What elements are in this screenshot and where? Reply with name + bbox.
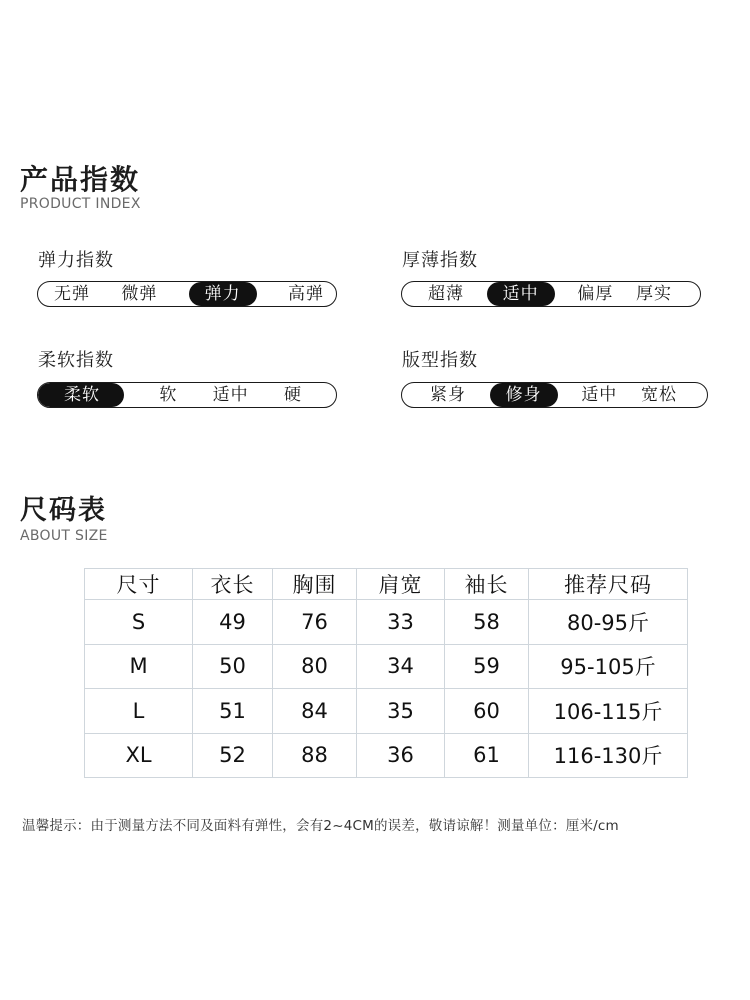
length-cell: 50 [193, 644, 273, 689]
thickness-index-scale [401, 281, 701, 307]
shoulder-cell: 34 [357, 644, 445, 689]
shoulder-cell: 36 [357, 733, 445, 778]
bust-cell: 80 [273, 644, 357, 689]
elasticity-index-scale [37, 281, 337, 307]
softness-index-scale [37, 382, 337, 408]
sleeve-cell: 58 [445, 600, 529, 645]
table-row [85, 644, 688, 689]
shoulder-cell: 33 [357, 600, 445, 645]
elasticity-option: 微弹 [121, 284, 158, 304]
size-cell: M [85, 644, 193, 689]
fit-option-selected: 修身 [490, 383, 558, 407]
header-length: 衣长 [193, 569, 273, 600]
fit-option: 紧身 [430, 385, 466, 405]
recommended-cell: 116-130斤 [529, 733, 688, 778]
fit-option: 宽松 [640, 385, 677, 405]
product-index-subtitle: PRODUCT INDEX [20, 196, 141, 212]
softness-option: 硬 [283, 385, 302, 405]
softness-option: 适中 [212, 385, 249, 405]
size-chart-title: 尺码表 [20, 495, 107, 526]
table-row [85, 689, 688, 734]
sleeve-cell: 60 [445, 689, 529, 734]
shoulder-cell: 35 [357, 689, 445, 734]
measurement-note: 温馨提示：由于测量方法不同及面料有弹性，会有2~4CM的误差，敬请谅解！测量单位：厘米/cm [22, 818, 619, 834]
recommended-cell: 106-115斤 [529, 689, 688, 734]
size-table-header-row [85, 569, 688, 600]
recommended-cell: 95-105斤 [529, 644, 688, 689]
sleeve-cell: 59 [445, 644, 529, 689]
bust-cell: 84 [273, 689, 357, 734]
recommended-cell: 80-95斤 [529, 600, 688, 645]
bust-cell: 76 [273, 600, 357, 645]
elasticity-index-label: 弹力指数 [38, 250, 114, 271]
thickness-index-label: 厚薄指数 [402, 250, 478, 271]
size-table [84, 568, 688, 778]
thickness-option: 厚实 [635, 284, 672, 304]
fit-index-scale [401, 382, 708, 408]
thickness-option-selected: 适中 [487, 282, 555, 306]
thickness-option: 超薄 [428, 284, 464, 304]
table-row [85, 600, 688, 645]
size-cell: S [85, 600, 193, 645]
header-shoulder: 肩宽 [357, 569, 445, 600]
table-row [85, 733, 688, 778]
bust-cell: 88 [273, 733, 357, 778]
length-cell: 49 [193, 600, 273, 645]
fit-index-label: 版型指数 [402, 350, 478, 371]
length-cell: 52 [193, 733, 273, 778]
softness-option-selected: 柔软 [38, 383, 124, 407]
header-size: 尺寸 [85, 569, 193, 600]
header-sleeve: 袖长 [445, 569, 529, 600]
thickness-option: 偏厚 [577, 284, 614, 304]
size-cell: L [85, 689, 193, 734]
softness-option: 软 [159, 385, 178, 405]
elasticity-option: 无弹 [54, 284, 90, 304]
elasticity-option: 高弹 [287, 284, 324, 304]
size-cell: XL [85, 733, 193, 778]
elasticity-option-selected: 弹力 [189, 282, 257, 306]
fit-option: 适中 [581, 385, 618, 405]
product-index-title: 产品指数 [20, 163, 141, 196]
header-recommended: 推荐尺码 [529, 569, 688, 600]
header-bust: 胸围 [273, 569, 357, 600]
size-chart-subtitle: ABOUT SIZE [20, 528, 108, 544]
sleeve-cell: 61 [445, 733, 529, 778]
softness-index-label: 柔软指数 [38, 350, 114, 371]
length-cell: 51 [193, 689, 273, 734]
